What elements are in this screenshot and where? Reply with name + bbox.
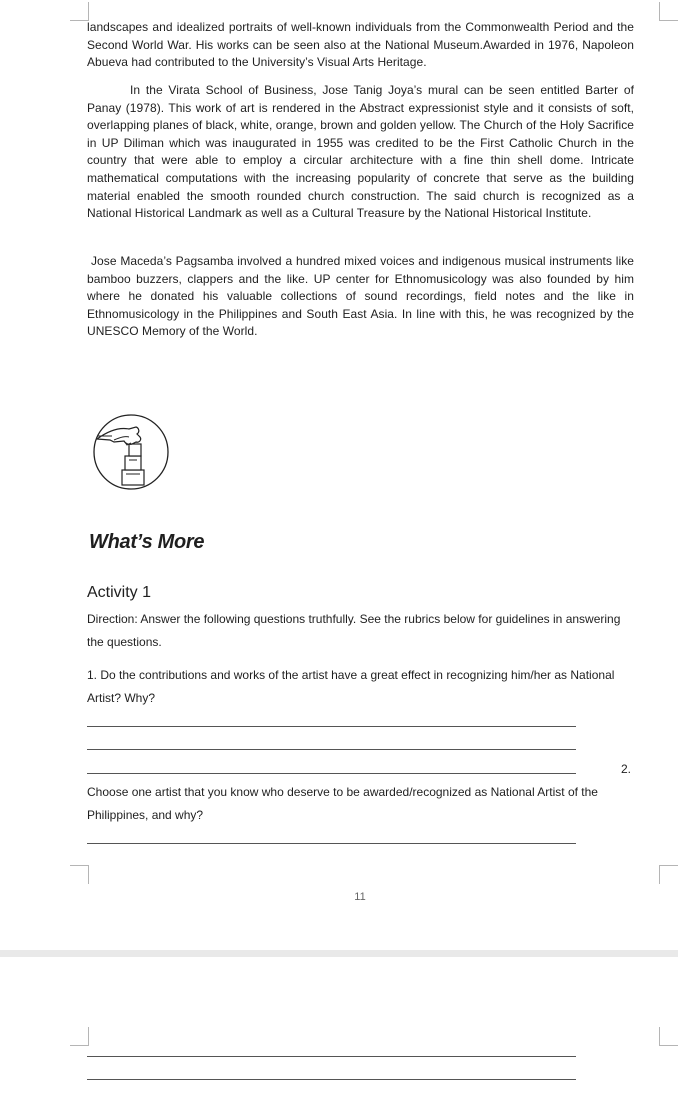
crop-mark bbox=[659, 865, 678, 884]
paragraph-abueva: landscapes and idealized portraits of well-known individuals from the Commonwealth Period and the Second World War. His works can be seen also at the National Museum.Awarded in 1976, Napoleon Abueva had contributed to the University’s Visual Arts Heritage. bbox=[87, 20, 634, 70]
direction-text: Direction: Answer the following questions truthfully. See the rubrics below for guidelines in answering the questions. bbox=[87, 612, 621, 649]
activity-title: Activity 1 bbox=[87, 584, 152, 601]
paragraph-maceda: Jose Maceda’s Pagsamba involved a hundred mixed voices and indigenous musical instruments like bamboo buzzers, clappers and the like. UP center for Ethnomusicology was also founded by him where he donated his valuable collections of sound recordings, field notes and the like in Ethnomusicology in the Philippines and South East Asia. In line with this, he was recognized by the UNESCO Memory of the World. bbox=[87, 254, 634, 339]
answer-line[interactable] bbox=[87, 1056, 576, 1057]
answer-line[interactable] bbox=[87, 749, 576, 750]
crop-mark bbox=[70, 1027, 89, 1046]
crop-mark bbox=[659, 1027, 678, 1046]
answer-line[interactable] bbox=[87, 773, 576, 774]
paragraph-joya: In the Virata School of Business, Jose Tanig Joya’s mural can be seen entitled Barter of Panay (1978). This work of art is rendered in the Abstract expressionist style and it consists of soft, overlapping planes of black, white, orange, brown and golden yellow. The Church of the Holy Sacrifice in UP Diliman which was inaugurated in 1955 was credited to be the First Catholic Church in the country that were able to employ a circular architecture with a fine thin shell dome. Intricate mathematical computations with the increasing popularity of concrete that serve as the building material enabled the smooth rounded church construction. The said church is recognized as a National Historical Landmark as well as a Cultural Treasure by the National Historical Institute. bbox=[87, 83, 634, 221]
section-title: What’s More bbox=[89, 531, 205, 553]
question-2-number: 2. bbox=[621, 762, 632, 776]
next-page bbox=[0, 957, 678, 1099]
answer-line[interactable] bbox=[87, 726, 576, 727]
question-2: Choose one artist that you know who deserve to be awarded/recognized as National Artist of the Philippines, and why? bbox=[87, 785, 598, 822]
question-1: 1. Do the contributions and works of the artist have a great effect in recognizing him/her as National Artist? Why? bbox=[87, 668, 615, 705]
crop-mark bbox=[70, 865, 89, 884]
page-separator bbox=[0, 950, 678, 957]
building-blocks-hand-icon bbox=[92, 412, 172, 492]
page-number: 11 bbox=[354, 891, 366, 903]
answer-line[interactable] bbox=[87, 1079, 576, 1080]
crop-mark bbox=[659, 2, 678, 21]
answer-line[interactable] bbox=[87, 843, 576, 844]
